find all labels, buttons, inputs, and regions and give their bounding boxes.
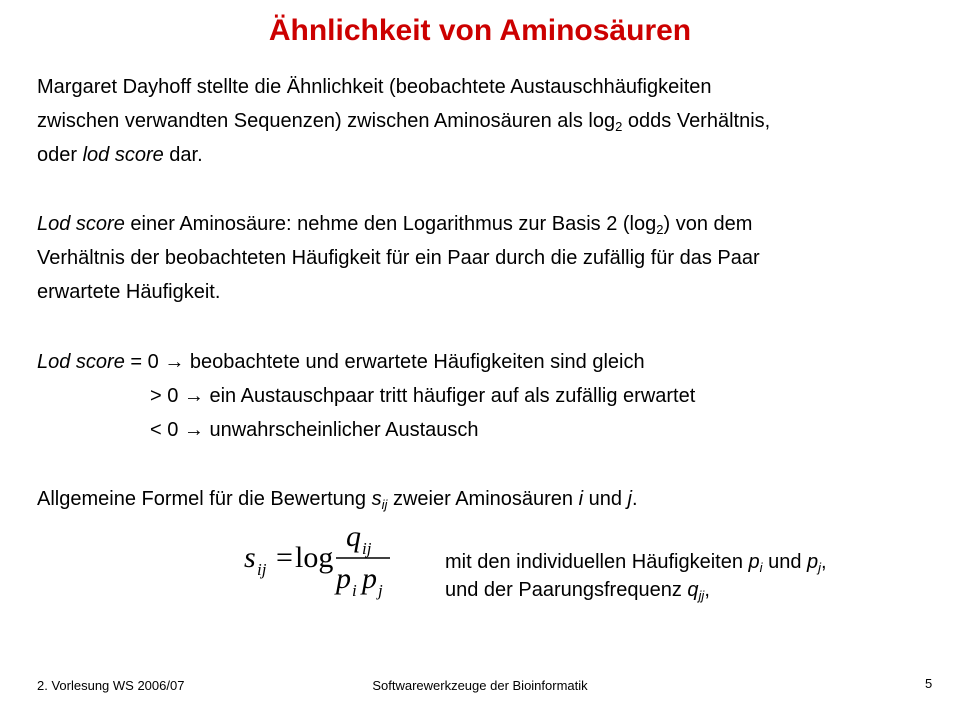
text-span: und (762, 551, 808, 573)
formula-denominator-p1: p (336, 562, 351, 595)
italic-term: Lod score (37, 213, 125, 235)
paragraph-lod-interpretation (37, 345, 937, 379)
formula-explanation (445, 548, 827, 604)
formula-numerator: q (346, 522, 361, 553)
paragraph-dayhoff (37, 70, 937, 172)
formula-equals: = (276, 541, 293, 574)
text-line (37, 207, 937, 241)
formula-lhs-sub: ij (257, 560, 267, 579)
paragraph-lod-definition (37, 207, 937, 309)
score-formula (240, 522, 410, 602)
text-span: = 0 → beobachtete und erwartete Häufigkeiten sind gleich (124, 351, 645, 373)
text-span: zwischen verwandten Sequenzen) zwischen Aminosäuren als log (37, 110, 616, 132)
footer-lecture-title: Softwarewerkzeuge der Bioinformatik (372, 678, 588, 693)
italic-term: i (578, 488, 584, 510)
text-line (37, 345, 937, 379)
text-span: . (631, 488, 638, 510)
text-span: , (821, 551, 827, 573)
text-span: und der Paarungsfrequenz (445, 579, 688, 601)
formula-lhs: s (244, 541, 256, 574)
text-line (445, 548, 827, 576)
text-span: erwartete Häufigkeit. (37, 281, 221, 303)
text-span: zweier Aminosäuren (387, 488, 579, 510)
text-line (37, 70, 937, 104)
subscript: ij (381, 497, 388, 512)
text-span: oder (37, 144, 83, 166)
text-line (445, 576, 827, 604)
italic-term: s (371, 488, 382, 510)
paragraph-general-formula (37, 482, 937, 516)
text-line (37, 138, 937, 172)
text-span: Allgemeine Formel für die Bewertung (37, 488, 372, 510)
text-span: Margaret Dayhoff stellte die Ähnlichkeit (beobachtete Austauschhäufigkeiten (37, 76, 712, 98)
page-number: 5 (925, 676, 933, 691)
subscript: 2 (656, 222, 664, 237)
formula-numerator-sub: ij (362, 539, 372, 558)
subscript: j (818, 560, 822, 575)
formula-denominator-p1-sub: i (352, 581, 357, 600)
text-span: und (583, 488, 628, 510)
italic-term: Lod score (37, 351, 125, 373)
slide-title: Ähnlichkeit von Aminosäuren (268, 14, 692, 47)
subscript: i (759, 560, 763, 575)
formula-denominator-p2: p (362, 562, 377, 595)
italic-term: j (627, 488, 632, 510)
italic-term: lod score (82, 144, 164, 166)
formula-log: log (295, 541, 334, 574)
text-span: ) von dem (663, 213, 753, 235)
subscript: jj (698, 588, 705, 603)
text-line (37, 275, 937, 309)
subscript: 2 (615, 119, 623, 134)
italic-term: q (687, 579, 699, 601)
text-line (37, 482, 937, 516)
text-line (37, 104, 937, 138)
lod-negative-line: < 0 → unwahrscheinlicher Austausch (150, 419, 479, 441)
text-span: einer Aminosäure: nehme den Logarithmus zur Basis 2 (log (124, 213, 657, 235)
text-span: dar. (163, 144, 203, 166)
text-span: odds Verhältnis, (622, 110, 771, 132)
text-line (37, 241, 937, 275)
lod-positive-line: > 0 → ein Austauschpaar tritt häufiger auf als zufällig erwartet (150, 385, 696, 407)
formula-denominator-p2-sub: j (378, 581, 383, 600)
text-span: Verhältnis der beobachteten Häufigkeit für ein Paar durch die zufällig für das Paar (37, 247, 760, 269)
italic-term: p (807, 551, 819, 573)
footer-course: 2. Vorlesung WS 2006/07 (37, 678, 185, 693)
text-span: , (704, 579, 710, 601)
text-span: mit den individuellen Häufigkeiten (445, 551, 749, 573)
italic-term: p (748, 551, 760, 573)
